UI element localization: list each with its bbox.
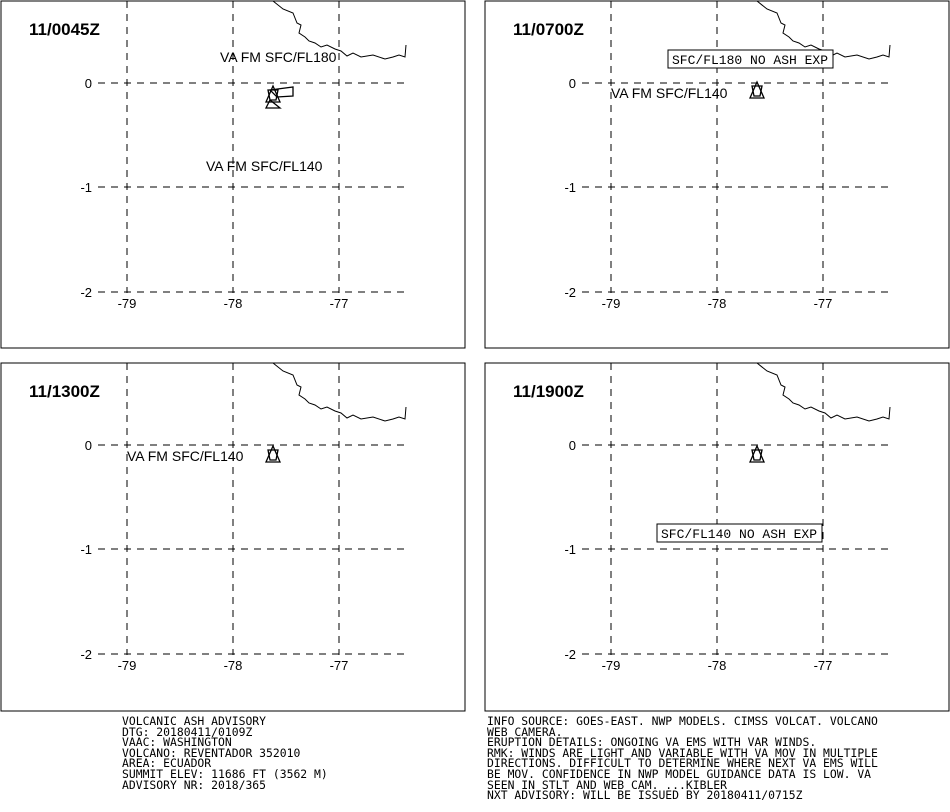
- lat-tick-label: 0: [84, 76, 92, 91]
- lat-tick-label: 0: [84, 438, 92, 453]
- lat-tick-label: 0: [568, 438, 576, 453]
- lat-tick-label: -1: [564, 180, 576, 195]
- advisory-remark-line: SEEN IN STLT AND WEB CAM. ...KIBLER: [487, 777, 728, 792]
- advisory-remark-line: BE MOV. CONFIDENCE IN NWP MODEL GUIDANCE DATA IS LOW. VA: [487, 766, 872, 781]
- map-panel-1: [1, 1, 465, 348]
- lon-tick-label: -77: [813, 296, 833, 311]
- advisory-remark-line: INFO SOURCE: GOES-EAST. NWP MODELS. CIMSS VOLCAT. VOLCANO: [487, 714, 878, 728]
- lon-tick-label: -78: [223, 658, 243, 673]
- advisory-header-text: [122, 716, 328, 790]
- panel-time-label: 11/0045Z: [29, 20, 100, 39]
- map-panel-4: [485, 363, 949, 711]
- lat-tick-label: -2: [80, 285, 92, 300]
- advisory-remarks-text: [487, 716, 878, 801]
- advisory-header-line: VOLCANO: REVENTADOR 352010: [122, 745, 301, 760]
- advisory-remark-line: WEB CAMERA.: [487, 724, 563, 739]
- lat-tick-label: -1: [80, 180, 92, 195]
- ash-level-label: VA FM SFC/FL140: [206, 158, 323, 174]
- lat-tick-label: -2: [80, 647, 92, 662]
- lon-tick-label: -79: [117, 296, 137, 311]
- no-ash-label: SFC/FL180 NO ASH EXP: [672, 53, 829, 68]
- panel-time-label: 11/1900Z: [513, 382, 584, 401]
- lat-tick-label: -2: [564, 285, 576, 300]
- map-panel-2: [485, 1, 949, 348]
- advisory-remark-line: ERUPTION DETAILS: ONGOING VA EMS WITH VAR WINDS.: [487, 735, 817, 750]
- lat-tick-label: -1: [80, 542, 92, 557]
- map-panel-3: [1, 363, 465, 711]
- lon-tick-label: -79: [601, 658, 621, 673]
- advisory-remark-line: DIRECTIONS. DIFFICULT TO DETERMINE WHERE NEXT VA EMS WILL: [487, 756, 878, 771]
- ash-level-label: VA FM SFC/FL180: [220, 49, 337, 65]
- lon-tick-label: -77: [329, 658, 349, 673]
- lon-tick-label: -77: [813, 658, 833, 673]
- advisory-remark-line: NXT ADVISORY: WILL BE ISSUED BY 20180411/0715Z: [487, 788, 803, 803]
- panel-time-label: 11/1300Z: [29, 382, 100, 401]
- lon-tick-label: -78: [707, 296, 727, 311]
- panel-time-label: 11/0700Z: [513, 20, 584, 39]
- ash-level-label: VA FM SFC/FL140: [127, 448, 244, 464]
- lon-tick-label: -78: [223, 296, 243, 311]
- advisory-header-line: ADVISORY NR: 2018/365: [122, 777, 267, 792]
- advisory-remark-line: RMK: WINDS ARE LIGHT AND VARIABLE WITH VA MOV IN MULTIPLE: [487, 745, 878, 760]
- ash-level-label: VA FM SFC/FL140: [611, 85, 728, 101]
- lon-tick-label: -79: [117, 658, 137, 673]
- advisory-header-line: DTG: 20180411/0109Z: [122, 724, 253, 739]
- advisory-header-line: AREA: ECUADOR: [122, 756, 212, 771]
- advisory-header-line: SUMMIT ELEV: 11686 FT (3562 M): [122, 766, 328, 781]
- advisory-header-line: VOLCANIC ASH ADVISORY: [122, 714, 267, 728]
- no-ash-label: SFC/FL140 NO ASH EXP: [661, 527, 818, 542]
- lat-tick-label: -1: [564, 542, 576, 557]
- lat-tick-label: -2: [564, 647, 576, 662]
- advisory-header-line: VAAC: WASHINGTON: [122, 735, 232, 750]
- lon-tick-label: -78: [707, 658, 727, 673]
- lon-tick-label: -77: [329, 296, 349, 311]
- lon-tick-label: -79: [601, 296, 621, 311]
- lat-tick-label: 0: [568, 76, 576, 91]
